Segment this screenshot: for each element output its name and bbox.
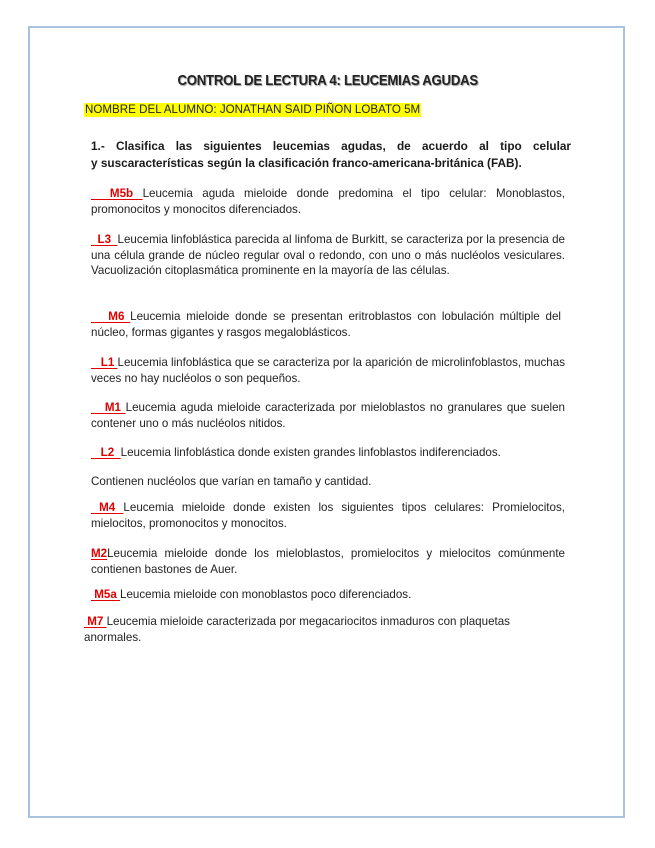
- item-code: L3: [91, 233, 118, 246]
- item-code: L1: [91, 356, 118, 369]
- item-m4: [91, 500, 565, 531]
- question-text: [91, 138, 571, 172]
- item-l3: [91, 232, 565, 279]
- item-text: Leucemia linfoblástica parecida al linfoma de Burkitt, se caracteriza por la presencia de una célula grande de núcleo regular oval o redondo, con uno o más nucléolos vesiculares. Vacuolización citoplasmática prominente en la mayoría de las células.: [91, 233, 565, 277]
- item-text: Leucemia linfoblástica donde existen grandes linfoblastos indiferenciados.: [120, 446, 501, 459]
- item-code: M7: [84, 615, 107, 628]
- item-text: Leucemia mieloide caracterizada por megacariocitos inmaduros con plaquetas anormales.: [84, 615, 510, 644]
- item-text: Leucemia mieloide donde los mieloblastos, promielocitos y mielocitos comúnmente contienen bastones de Auer.: [91, 547, 565, 576]
- item-l1: [91, 355, 565, 386]
- item-code: L2: [91, 446, 121, 459]
- item-text: Leucemia mieloide con monoblastos poco diferenciados.: [120, 588, 412, 601]
- note-text: Contienen nucléolos que varían en tamaño y cantidad.: [91, 475, 372, 488]
- item-text: Leucemia mieloide donde se presentan eritroblastos con lobulación múltiple del núcleo, formas gigantes y rasgos megaloblásticos.: [91, 310, 561, 339]
- item-m6: [91, 309, 561, 340]
- item-l2: [91, 445, 565, 461]
- question-line-2: y suscaracterísticas según la clasificación franco-americana-británica (FAB).: [91, 156, 522, 170]
- page-title: CONTROL DE LECTURA 4: LEUCEMIAS AGUDAS: [177, 72, 478, 89]
- item-m1: [91, 400, 565, 431]
- item-code: M6: [91, 310, 131, 323]
- item-code: M5a: [91, 588, 120, 601]
- question-line-1: 1.- Clasifica las siguientes leucemias agudas, de acuerdo al tipo celular: [91, 139, 571, 153]
- item-code: M4: [91, 501, 124, 514]
- item-code: M1: [91, 401, 126, 414]
- item-text: Leucemia aguda mieloide caracterizada por mieloblastos no granulares que suelen contener uno o más nucléolos nitidos.: [91, 401, 565, 430]
- title-wrap: [0, 72, 655, 90]
- item-text: Leucemia linfoblástica que se caracteriza por la aparición de microlinfoblastos, muchas veces no hay nucléolos o son pequeños.: [91, 356, 565, 385]
- student-name-highlight: NOMBRE DEL ALUMNO: JONATHAN SAID PIÑON LOBATO 5M: [85, 103, 421, 116]
- item-text: Leucemia aguda mieloide donde predomina el tipo celular: Monoblastos, promonocitos y monocitos diferenciados.: [91, 187, 565, 216]
- item-code: M5b: [91, 187, 143, 200]
- item-text: Leucemia mieloide donde existen los siguientes tipos celulares: Promielocitos, mielocitos, promonocitos y monocitos.: [91, 501, 565, 530]
- item-m5a: [91, 587, 565, 603]
- item-m2: [91, 546, 565, 577]
- item-code: M2: [91, 547, 108, 560]
- item-m5b: [91, 186, 565, 217]
- item-m7: [84, 614, 564, 645]
